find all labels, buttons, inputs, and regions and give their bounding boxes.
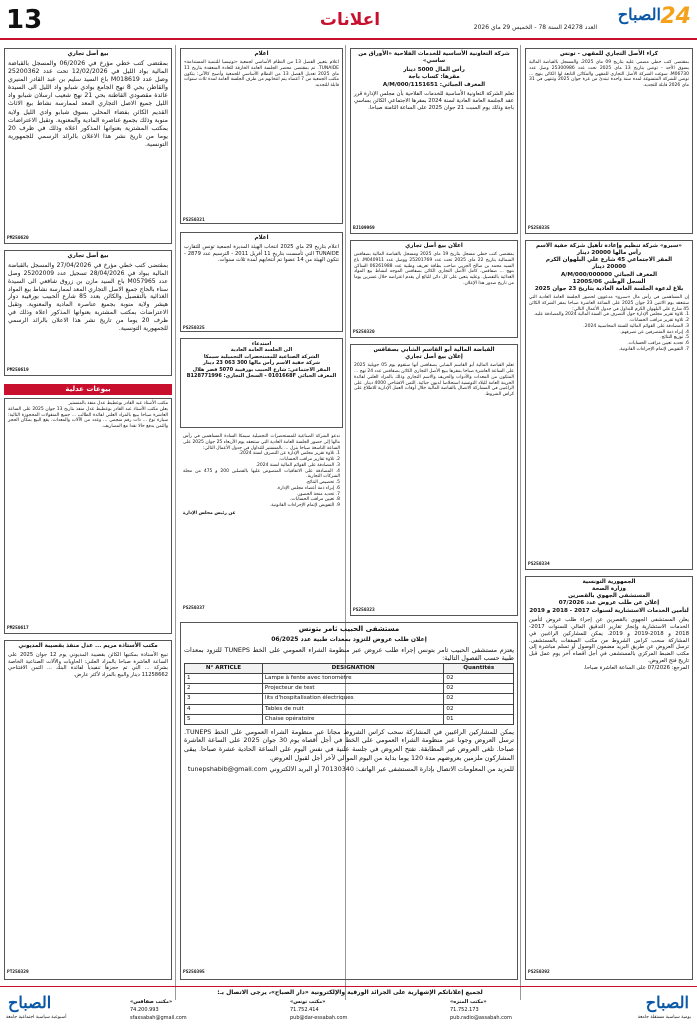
notice-body: مكتب الأستاذ عبد القادر بوعطيط عدل منفذ بالمنستير يعلن مكتب الأستاذ عبد القادر بوعطيط عدل منفذ بتاريخ 13 جوان 2025 على الساعة العاشرة صباحا ببيع بالمزاد العلني لفائدة الطالب ... جميع المنقولات المحجوزة التالية: سيارة نوع ... ذات رقم منجمي ... وعدد من الآلات والمعدات. يقع البيع بمكان الحجز والثمن يدفع حالا نقدا مع المصاريف.	[8, 401, 168, 429]
notice-body: إن المساهمين في رأس مال «سبرو» مدعوون لحضور الجلسة العامة العادية التي ستنعقد يوم الاثنين 23 جوان 2025 على الساعة العاشرة صباحا بمقر الشركة الكائن 45 شارع علي البلهوان الكرم للتداول في جدول الأعمال التالي: 1. تلاوة تقرير مجلس الإدارة حول التصرف في السنة المالية 2024 والمصادقة عليه. 2. تلاوة تقرير مراقب الحسابات. 3. المصادقة على القوائم المالية للسنة المحاسبية 2024. 4. إبراء ذمة المتصرفين عن تصرفهم. 5. توزيع النتائج. 6. تجديد تعيين مراقب الحسابات. 7. التفويض لإتمام الإجراءات القانونية.	[529, 295, 689, 352]
notice-code: PS250320	[353, 330, 375, 335]
notice-code: PS250321	[183, 218, 205, 223]
table-cell: 5	[185, 714, 263, 724]
notice-body: تعلم القباضة المالية أبو القاسم الشابي بصفاقس أنها ستقوم يوم 05 جويلية 2025 على الساعة العاشرة صباحا بمقرها ببيع الأصل التجاري الكائن بصفاقس عدد 24 نهج ... المتكون من المعدات والأدوات والحريف والاسم التجاري وذلك بالمزاد العلني لفائدة الخزينة العامة للبلاد التونسية استخلاصا لديون جبائية. الثمن الافتتاحي 4000 دينار. على الراغبين في المشاركة الاتصال بالقباضة المالية خلال أوقات العمل الإدارية للاطلاع على كراس الشروط.	[354, 363, 514, 398]
notice-code: PM250620	[7, 236, 29, 241]
notice-title: شركة التعاونية الأساسية للخدمات الفلاحية «الأوراق من ساسي»	[358, 51, 510, 65]
notice-sale-grocery	[4, 250, 172, 376]
issue-line: العدد 24278 السنة 78 - الخميس 29 ماي 2026	[473, 24, 597, 31]
section-title: اعلانات	[319, 10, 381, 30]
footer-logo-left-sub: أسبوعية سياسية اجتماعية جامعة	[6, 1015, 67, 1020]
section-heading: بيوعات عدلية	[4, 384, 172, 395]
notice-code: PM250617	[7, 626, 29, 631]
notice-association-board	[180, 232, 343, 332]
notice-subtitle: رأس المال 5000 دينار مقرها: كساب باجة المعرف الجبائي: 1151651/A/M/000	[382, 67, 486, 88]
table-cell: 1	[185, 674, 263, 684]
table-cell: 02	[444, 694, 514, 704]
notice-body: بمقتضى كتب خطي مؤرخ في 27/04/2026 والمسجل بالقباضة المالية ببواد في 28/04/2026 تسجيل عدد 25202009 وصل عدد M057965 باع السيد مازن بن زروق شافعي الى السيدة سناء بالحاج جميع الاصل التجاري المعد لممارسة نشاط بيع المواد الغذائية بالتفصيل والكائن بعدد 85 شارع الحبيب بورقيبة دوار هيشر ولاية منوبة بجميع عناصره المادية والمعنوية. وتقبل الاعتراضات بمكتب المشترية بعنوانها المذكور اعلاه وذلك في ظرف 20 يوما من تاريخ نشر هذا الاعلان بالرائد الرسمي للجمهورية التونسية.	[8, 262, 168, 332]
table-cell: Chaise opératoire	[262, 714, 444, 724]
footer-office-menzah-email[interactable]: pub.radio@assabah.com	[450, 1015, 512, 1021]
spacer	[180, 614, 186, 618]
notice-body: يمكن للمشاركين الراغبين في المشاركة سحب كراس الشروط مجانا عبر منظومة الشراء العمومي على الخط TUNEPS. ترسل العروض وجوبا عبر منظومة الشراء العمومي على الخط في أجل أقصاه يوم 30 جوان 2025 على الساعة العاشرة صباحا. تلغى العروض غير المطابقة. تفتح العروض في جلسة علنية في نفس اليوم على الساعة الحادية عشرة صباحا. يبقى المشاركون ملزمين بعروضهم مدة 120 يوما بداية من اليوم الموالي لآخر أجل لقبول العروض.	[184, 727, 514, 762]
table-row	[185, 714, 514, 724]
footer-office-sfax-email[interactable]: sfaxsabah@gmail.com	[130, 1015, 187, 1021]
notice-code: PS250334	[528, 562, 550, 567]
table-row	[185, 684, 514, 694]
notice-title: «سبرو» شركة تنظيم وإعادة تأهيل شركة خفية الاسم رأس مالها 20000 دينار المقر الاجتماعي 45 شارع علي البلهوان الكرم 20000 دينار المعرف الجبائي 000000/A/M/000 السجل الوطني 1200S/06 بلاغ لدعوة الجلسة العامة العادية بتاريخ 23 جوان 2025	[534, 243, 684, 292]
spacer	[180, 560, 186, 564]
spacer	[180, 432, 186, 436]
notice-agri-coop	[350, 48, 518, 234]
table-row	[185, 704, 514, 714]
notice-title: استدعاء الى الجلسة العامة العادية الشركة الصناعية للمستحضرات التجميلية سيمكا شركة خفية الاسم رأس مالها 300 063 23 دينار المقر الاجتماعي: شارع الحبيب بورقيبة 5070 قصر هلال المعرف الجبائي 0101668F - السجل التجاري: B128771996	[186, 341, 337, 379]
notice-body: اعلام بتغيير الفصل 13 من النظام الأساسي لجمعية «تونيسيا للتنمية المستدامة» TUNAIDE. تم بمقتضى محضر الجلسة العامة الخارقة للعادة المنعقدة بتاريخ 11 ماي 2025 تعديل الفصل 13 من النظام الأساسي للجمعية وأصبح كالآتي: يتكون مكتب الجمعية من 7 أعضاء يتم انتخابهم من طرف الجلسة العامة لمدة ثلاث سنوات قابلة للتجديد.	[184, 60, 340, 89]
notice-contact: للمزيد من المعلومات الاتصال بإدارة المستشفى عبر الهاتف: 70130340 أو البريد الالكتروني tunepshabib@gmail.com	[187, 765, 514, 774]
logo-word: الصباح	[617, 5, 661, 24]
footer-logo-right: الصباح	[645, 993, 689, 1012]
table-cell: 02	[444, 684, 514, 694]
table-cell: Projecteur de test	[262, 684, 444, 694]
notice-general-assembly	[525, 240, 693, 570]
spacer	[180, 0, 186, 4]
notice-code: PM250619	[7, 368, 29, 373]
notice-body: ندعو الشركة الصناعية للمستحضرات التجميلية سيمكا السادة المساهمين في رأس مالها إلى حضور الجلسة العامة العادية التي ستنعقد يوم الأربعاء 25 جوان 2025 على الساعة التاسعة صباحا بنزل ... بالمنستير للتداول في جدول الأعمال التالي: 1. تلاوة تقرير مجلس الإدارة عن التصرف لسنة 2024. 2. تلاوة تقارير مراقب الحسابات. 3. المصادقة على القوائم المالية لسنة 2024. 4. المصادقة على الاتفاقيات المنصوص عليها بالفصلين 200 و 475 من مجلة الشركات التجارية. 5. تخصيص النتائج. 6. إبراء ذمة أعضاء مجلس الإدارة. 7. تحديد منحة الحضور. 8. تعيين مراقب الحسابات. 9. التفويض لإتمام الإجراءات القانونية.	[183, 434, 341, 508]
footer-office-menzah: «مكتب المنزه»	[450, 999, 487, 1005]
notice-code: PS250323	[353, 608, 375, 613]
column-divider	[520, 45, 521, 1000]
notice-title: اعلام	[254, 51, 269, 57]
footer-office-tunis-email[interactable]: pub@dar-essabah.com	[290, 1015, 348, 1021]
articles-table	[184, 663, 514, 725]
notice-habib-thameur-tender	[180, 622, 518, 980]
column-divider	[175, 45, 176, 1000]
notice-title: اعلام	[254, 235, 269, 241]
notice-body: اعلام بتاريخ 29 ماي 2025 انتخاب الهيئة المديرة لجمعية تونس للتقارب TUNAIDE التي تأسست بتاريخ 11 أفريل 2011 - الترسيم عدد 2879 - تتكون الهيئة من 14 عضوا تم انتخابهم لمدة ثلاث سنوات.	[184, 244, 340, 264]
notice-simca-body	[180, 432, 343, 612]
notice-simca-header	[180, 338, 343, 428]
table-cell: lits d'hospitalisation électriques	[262, 694, 444, 704]
notice-hospital-tender	[525, 576, 693, 980]
table-cell: 02	[444, 674, 514, 684]
notice-code: PS250325	[183, 326, 205, 331]
notice-body: تبيع الأستاذة بمكتبها الكائن بقصيبة المديوني يوم 12 جوان 2025 على الساعة العاشرة صباحا بالمزاد العلني: الحاويات والآلات الصناعية الخاصة بشركة ... التي تم حجزها تنفيذيا لفائدة البنك ... الثمن الافتتاحي 11258662 دينار والبيع بالمزاد لأكثر عارض.	[8, 652, 168, 679]
notice-association-statute	[180, 48, 343, 224]
notice-code: PT250329	[7, 970, 29, 975]
footer-office-sfax: «مكتب صفاقس»	[130, 999, 173, 1005]
table-header-row	[185, 663, 514, 673]
newspaper-logo	[601, 3, 691, 33]
notice-title: اعلان بيع أصل تجاري	[405, 243, 463, 249]
notice-body: بمقتضى كتب خطي مسجل بتاريخ 19 ماي 2025 ومسجل بالقباضة المالية بصفاقس الشمالية بتاريخ 22 ماي 2025 تحت عدد 25201769 ووصل عدد M040911، باع السيد محمد بن صالح الجربي صاحب بطاقة تعريف وطنية عدد 06261988 الساكن بنهج ... صفاقس، كامل الأصل التجاري الكائن بصفاقس الموجه لنشاط بيع المواد الغذائية بالتفصيل. وعليه يتعين على كل دائن للبائع أن يقدم اعتراضه خلال عشرين يوما من تاريخ صدور هذا الإعلان.	[354, 252, 514, 286]
footer-logo-right-sub: يومية سياسية مستقلة جامعة	[637, 1015, 691, 1020]
footer-logo-left: الصباح	[8, 993, 52, 1012]
footer-headline: لجميع إعلاناتكم الإشهارية على الجرائد الورقية والإلكترونية «دار الصباح»، يرجى الاتصال بـ:	[217, 989, 483, 996]
notice-code: PS250395	[183, 970, 205, 975]
notice-lease-cafe	[525, 48, 693, 234]
page-footer	[0, 986, 697, 1026]
table-header: Quantités	[444, 663, 514, 673]
footer-office-tunis: «مكتب تونس»	[290, 999, 326, 1005]
notice-body: بمقتضى كتب خطي مؤرخ في 06/2026 والمسجل بالقباضة المالية بواد الليل في 12/02/2026 تحت عدد 25200362 وصل عدد M018619 باع السيد سليم بن عبد القادر المنيري والقاطن بحي 8 نهج الجامع بوادي شبابو واد الليل الى السيدة عائدة مقصودي القاطنة بحي 21 نهج شعيب ارسلان شبابو واد الليل جميع الاصل التجاري المعد لممارسة نشاط بيع الاثاث القديم الكائن بفضاء المحلي بسوق شبابو وادي الليل ولاية منوبة وذلك بجميع عناصره المادية والمعنوية. وتقبل الاعتراضات بمكتب المشترية بعنوانها المذكور اعلاه وذلك في ظرف 20 يوما من تاريخ نشر هذا الاعلان بالرائد الرسمي للجمهورية التونسية.	[8, 60, 169, 148]
judicial-sales-header	[4, 384, 172, 396]
table-cell: Lampe à fente avec tonomètre	[262, 674, 444, 684]
notice-code: PS250335	[528, 226, 550, 231]
notice-tax-office-sale	[350, 344, 518, 616]
notice-sale-antique-furniture	[4, 48, 172, 244]
table-cell: 4	[185, 704, 263, 714]
notice-intro: يعتزم مستشفى الحبيب ثامر بتونس إجراء طلب عروض عبر منظومة الشراء العمومي على الخط TUNEPS للتزود بمعدات طبية حسب الفصول التالية:	[184, 645, 514, 663]
notice-title: مكتب الأستاذة مريم ... عدل منفذ بقصيبة المديوني	[18, 643, 158, 649]
page-number: 13	[6, 5, 43, 35]
notice-business-sale	[350, 240, 518, 338]
logo-number: 24	[660, 4, 691, 29]
notice-signature: عن رئيس مجلس الإدارة	[183, 510, 236, 516]
notice-title: بيع أصل تجاري	[67, 253, 109, 259]
table-cell: 01	[444, 714, 514, 724]
table-cell: Tables de nuit	[262, 704, 444, 714]
notice-title: القباضة المالية أبو القاسم الشابي بصفاقس إعلان بيع أصل تجاري	[373, 347, 495, 361]
table-header: N° ARTICLE	[185, 663, 263, 673]
notice-title: كراء الأصل التجاري للمقهى - تونس	[560, 51, 658, 57]
table-header: DESIGNATION	[262, 663, 444, 673]
table-row	[185, 694, 514, 704]
notice-title: الجمهورية التونسية وزارة الصحة المستشفى الجهوي بالقصرين إعلان عن طلب عروض عدد 07/2026 لتأمين الخدمات الاستشارية لسنوات 2017 - 2018 و 2019	[529, 579, 689, 614]
table-row	[185, 674, 514, 684]
notice-code: PS250337	[183, 606, 205, 611]
footer-office-tunis-phone: 71.752.414	[290, 1007, 319, 1013]
notice-body: تعلم الشركة التعاونية الأساسية للخدمات الفلاحية بأن مجلس الإدارة قرر عقد الجلسة العامة العادية لسنة 2024 بمقرها الاجتماعي الكائن بساسي باجة وذلك يوم السبت 21 جوان 2025 على الساعة الثامنة صباحا.	[354, 90, 515, 111]
notice-title: بيع أصل تجاري	[67, 51, 109, 57]
notice-judicial-sale-ksibet	[4, 640, 172, 980]
footer-office-menzah-phone: 71.752.173	[450, 1007, 479, 1013]
notice-body: بمقتضى كتب خطي مضمى عليه بتاريخ 09 ماي 2025، والمسجل بالقباضة المالية بسوق الأحد - تونس بتاريخ 13 ماي 2025 تحت عدد 25300986 وصل عدد M06730، سوغت الشركة الأصل التجاري للمقهى والمكائن التابعة لها الكائن بنهج ... تونس للشركة المتسوغة لمدة سنة واحدة تبتدئ من غرة جوان 2025 وتنتهي في 31 ماي 2026 قابلة للتجديد.	[529, 60, 689, 89]
notice-subtitle: إعلان طلب عروض للتزود بمعدات طبية عدد 06/2025	[271, 635, 427, 643]
page-header	[0, 0, 697, 40]
notice-judicial-sale-monastir	[4, 398, 172, 634]
notice-code: BJ109969	[353, 226, 375, 231]
table-cell: 3	[185, 694, 263, 704]
table-cell: 02	[444, 704, 514, 714]
notice-body: يعلن المستشفى الجهوي بالقصرين عن إجراء طلب عروض لتأمين الخدمات الاستشارية وإنجاز تقارير التدقيق المالي للسنوات 2017-2018 و 2018-2019 و 2019. يمكن للمشاركين الراغبين في المشاركة سحب كراس الشروط من مكتب الصفقات بالمستشفى. ترسل العروض عن طريق البريد مضمون الوصول أو تسلم مباشرة إلى مكتب الضبط المركزي بالمستشفى في أجل أقصاه آخر يوم عمل قبل تاريخ فتح العروض. المرجع: 07/2026 على الساعة العاشرة صباحا.	[529, 616, 690, 672]
notice-title: مستشفى الحبيب ثامر بتونس	[298, 625, 400, 633]
footer-office-sfax-phone: 74.200.993	[130, 1007, 159, 1013]
table-cell: 2	[185, 684, 263, 694]
notice-code: PS250392	[528, 970, 550, 975]
